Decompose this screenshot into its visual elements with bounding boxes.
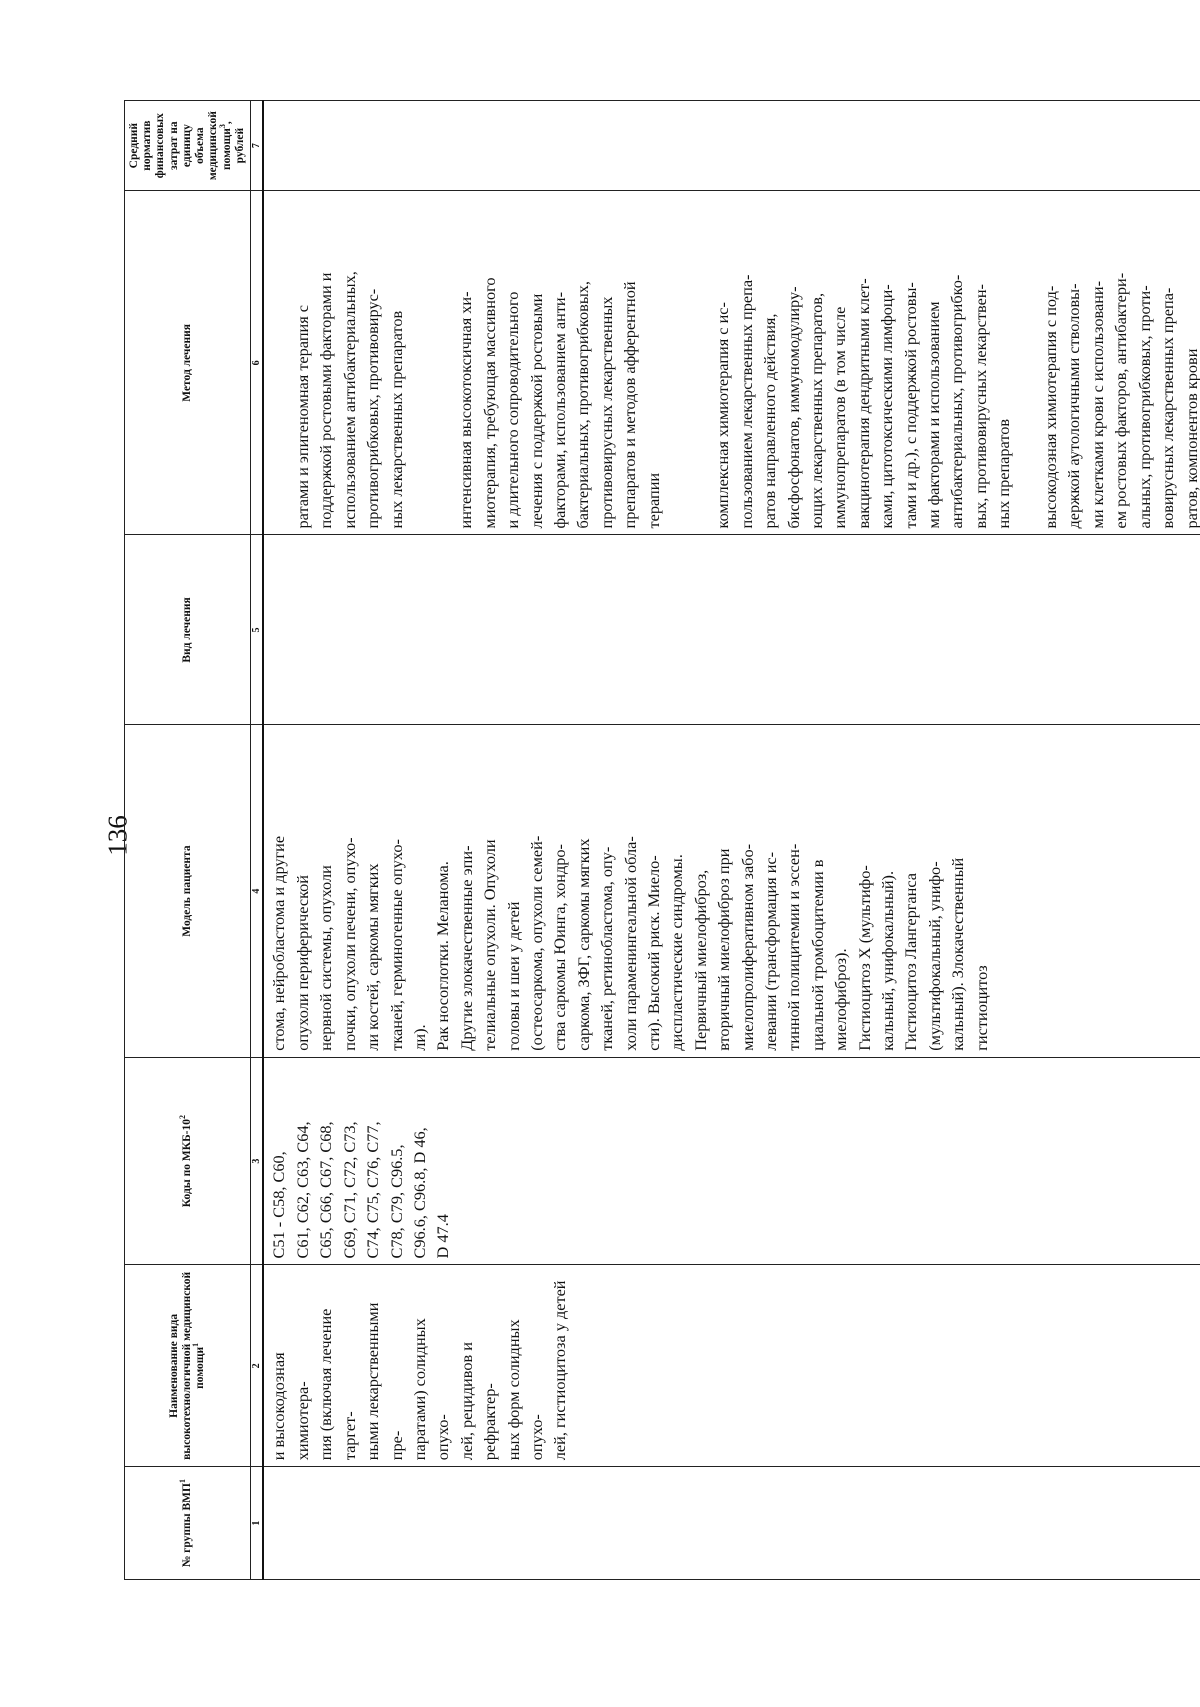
vmp-table (124, 100, 1200, 1580)
cell-treatment-type (263, 535, 1200, 725)
cell-group-number (263, 1467, 1200, 1580)
header-group-number: № группы ВМП$^1$ (125, 1467, 251, 1580)
column-number: 1 (250, 1467, 263, 1580)
header-icd10-codes: Коды по МКБ-$10^2$ (125, 1057, 251, 1265)
cell-cost-norm (263, 101, 1200, 191)
page-number: 136 (102, 815, 133, 856)
treatment-method-item: высокодозная химиотерапия с под- держкой аутологичными стволовы- ми клетками крови с использовани- ем ростовых факторов, антибактери- альных, противогрибковых, проти- вовирусных лекарственных препа- ратов, компонентов крови (1041, 272, 1200, 529)
header-patient-model: Модель пациента (125, 725, 251, 1057)
table-header-row (125, 101, 251, 1580)
rotated-table-container (124, 100, 1200, 1580)
column-number: 4 (250, 725, 263, 1057)
table-row (263, 101, 1200, 1580)
treatment-method-item: комплексная химиотерапия с ис- пользованием лекарственных препа- ратов направленного действия, бисфосфонатов, иммуномодулиру- ющих лекарственных препаратов, иммунопрепаратов (в том числе вакцинотерапия дендритными клет- ками, цитотоксическими лимфоци- тами и др.), с поддержкой ростовы- ми факторами и использованием антибактериальных, противогрибко- вых, противовирусных лекарствен- ных препаратов (713, 274, 1014, 529)
header-treatment-type: Вид лечения (125, 535, 251, 725)
cell-treatment-method (263, 191, 1200, 535)
column-number: 2 (250, 1265, 263, 1467)
column-number: 7 (250, 101, 263, 191)
column-number: 3 (250, 1057, 263, 1265)
column-number-row (250, 101, 263, 1580)
treatment-method-item: ратами и эпигеномная терапия с поддержкой ростовыми факторами и использованием антибактериальных, противогрибковых, противовирус- ных лекарственных препаратов (292, 271, 406, 529)
treatment-method-item: интенсивная высокотоксичная хи- миотерапия, требующая массивного и длительного сопроводительного лечения с поддержкой ростовыми факторами, использованием анти- бактериальных, противогрибковых, противовирусных лекарственных препаратов и методов афферентной терапии (456, 277, 663, 529)
cell-care-type-name: и высокодозная химиотера- пия (включая лечение таргет- ными лекарственными пре- паратами) солидных опухо- лей, рецидивов и рефрактер- ных форм солидных опухо- лей, гистиоцитоза у детей (263, 1265, 1200, 1467)
cell-patient-model: стома, нейробластома и другие опухоли периферической нервной системы, опухоли почки, опухоли печени, опухо- ли костей, саркомы мягких тканей, герминогенные опухо- ли). Рак носоглотки. Меланома. Другие злокачественные эпи- телиальные опухоли. Опухоли головы и шеи у детей (остеосаркома, опухоли семей- ства саркомы Юинга, хондро- саркома, ЗФГ, саркомы мягких тканей, ретинобластома, опу- холи параменингеальной обла- сти). Высокий риск. Миело- диспластические синдромы. Первичный миелофиброз, вторичный миелофиброз при миелопролиферативном забо- левании (трансформация ис- тинной полицитемии и эссен- циальной тромбоцитемии в миелофиброз). Гистиоцитоз X (мультифо- кальный, унифокальный). Гистиоцитоз Лангерганса (мультифокальный, унифо- кальный). Злокачественный гистиоцитоз (263, 725, 1200, 1057)
header-treatment-method: Метод лечения (125, 191, 251, 535)
header-cost-norm: Средний норматив финансовых затрат на единицу объема медицинской помощи$^3$, рублей (125, 101, 251, 191)
column-number: 6 (250, 191, 263, 535)
cell-icd10-codes: C51 - C58, C60, C61, C62, C63, C64, C65, C66, C67, C68, C69, C71, C72, C73, C74, C75, C76, C77, C78, C79, C96.5, C96.6, C96.8, D 46, D 47.4 (263, 1057, 1200, 1265)
header-care-type-name: Наименование вида высокотехнологичной медицинской помощи$^1$ (125, 1265, 251, 1467)
column-number: 5 (250, 535, 263, 725)
